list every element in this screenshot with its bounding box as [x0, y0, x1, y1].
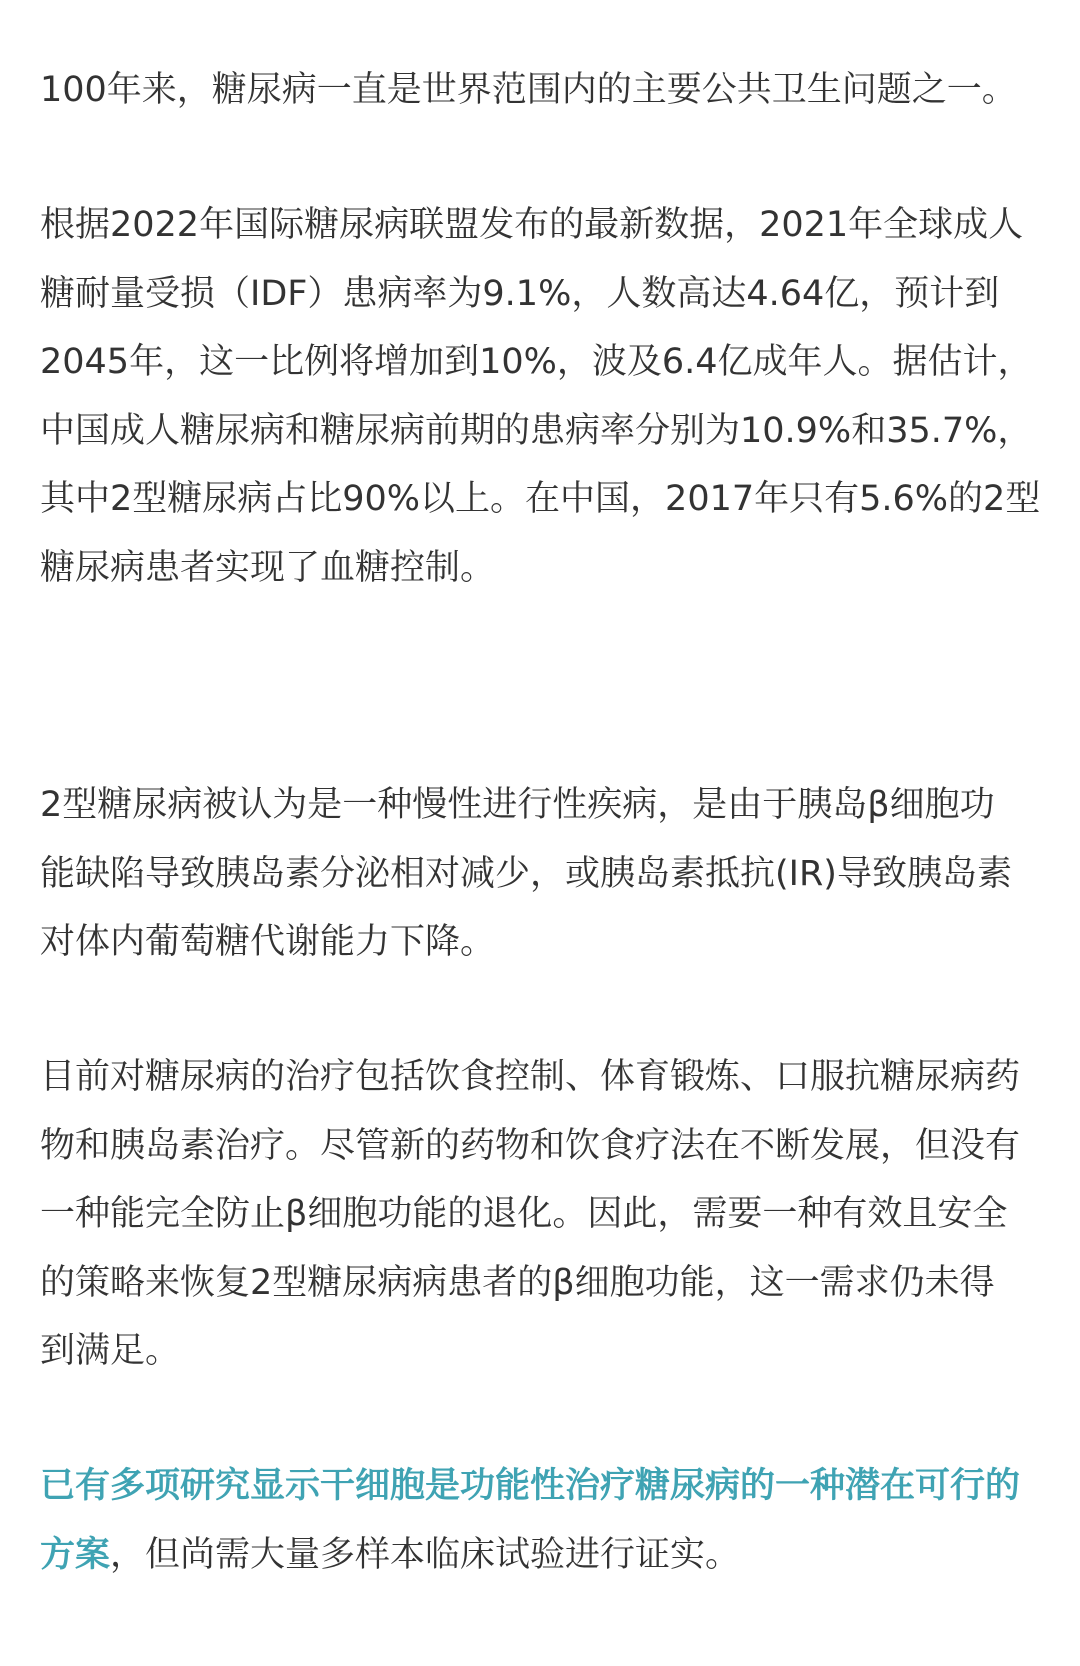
paragraph-line: 的策略来恢复2型糖尿病病患者的β细胞功能，这一需求仍未得 [40, 1262, 995, 1303]
highlighted-text: 方案 [40, 1534, 111, 1575]
paragraph-line: 物和胰岛素治疗。尽管新的药物和饮食疗法在不断发展，但没有 [40, 1125, 1021, 1166]
paragraph-type2-definition [40, 771, 1012, 977]
paragraph-line: 中国成人糖尿病和糖尿病前期的患病率分别为10.9%和35.7%， [40, 410, 1033, 451]
paragraph-line: 根据2022年国际糖尿病联盟发布的最新数据，2021年全球成人 [40, 205, 1024, 245]
highlighted-text: 已有多项研究显示干细胞是功能性治疗糖尿病的一种潜在可行的 [40, 1466, 1021, 1506]
paragraph-intro [40, 56, 1017, 125]
paragraph-line: 糖耐量受损（IDF）患病率为9.1%，人数高达4.64亿，预计到 [40, 273, 1000, 314]
paragraph-statistics [40, 191, 1040, 602]
paragraph-line: 2045年，这一比例将增加到10%，波及6.4亿成年人。据估计， [40, 342, 1033, 382]
paragraph-treatment [40, 1043, 1020, 1386]
paragraph-line: 100年来，糖尿病一直是世界范围内的主要公共卫生问题之一。 [40, 70, 1017, 110]
paragraph-line: 其中2型糖尿病占比90%以上。在中国，2017年只有5.6%的2型 [40, 479, 1041, 519]
paragraph-stem-cell-highlight [40, 1452, 1020, 1589]
paragraph-line: 糖尿病患者实现了血糖控制。 [40, 547, 496, 588]
paragraph-line: 一种能完全防止β细胞功能的退化。因此，需要一种有效且安全 [40, 1194, 1008, 1234]
paragraph-text: ，但尚需大量多样本临床试验进行证实。 [110, 1534, 741, 1575]
paragraph-line: 能缺陷导致胰岛素分泌相对减少，或胰岛素抵抗(IR)导致胰岛素 [40, 853, 1012, 894]
paragraph-line [40, 1521, 1020, 1590]
paragraph-line: 2型糖尿病被认为是一种慢性进行性疾病，是由于胰岛β细胞功 [40, 785, 995, 825]
paragraph-line: 对体内葡萄糖代谢能力下降。 [40, 922, 496, 962]
paragraph-line: 目前对糖尿病的治疗包括饮食控制、体育锻炼、口服抗糖尿病药 [40, 1057, 1021, 1097]
paragraph-line: 到满足。 [40, 1331, 181, 1371]
